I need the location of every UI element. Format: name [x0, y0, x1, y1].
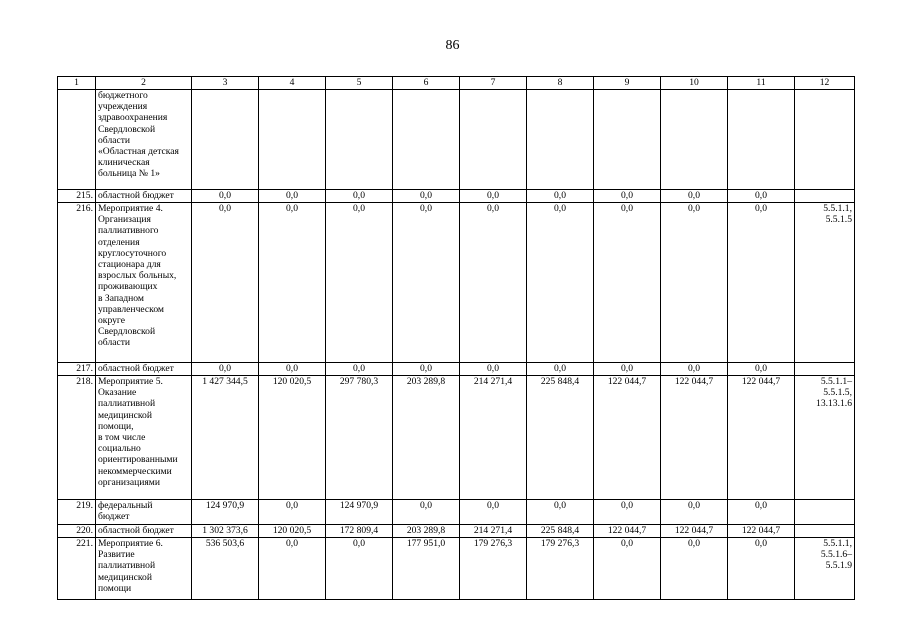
row-number: 221.	[58, 538, 96, 600]
column-header: 7	[460, 77, 527, 90]
column-header-row	[58, 77, 855, 90]
value-cell: 0,0	[393, 203, 460, 363]
row-number	[58, 90, 96, 190]
value-cell: 120 020,5	[259, 525, 326, 538]
row-description: Мероприятие 6. Развитие паллиативной медицинской помощи	[96, 538, 192, 600]
reference-cell: 5.5.1.1– 5.5.1.5, 13.13.1.6	[795, 376, 855, 500]
value-cell: 297 780,3	[326, 376, 393, 500]
value-cell: 0,0	[527, 363, 594, 376]
value-cell: 122 044,7	[728, 525, 795, 538]
row-number: 217.	[58, 363, 96, 376]
value-cell: 0,0	[527, 500, 594, 525]
table-row	[58, 363, 855, 376]
value-cell: 0,0	[326, 538, 393, 600]
value-cell: 179 276,3	[527, 538, 594, 600]
value-cell: 214 271,4	[460, 376, 527, 500]
value-cell: 177 951,0	[393, 538, 460, 600]
value-cell: 0,0	[594, 538, 661, 600]
column-header: 8	[527, 77, 594, 90]
row-number: 219.	[58, 500, 96, 525]
row-number: 215.	[58, 190, 96, 203]
value-cell: 122 044,7	[594, 525, 661, 538]
column-header: 2	[96, 77, 192, 90]
row-description: федеральный бюджет	[96, 500, 192, 525]
value-cell: 0,0	[259, 538, 326, 600]
row-number: 216.	[58, 203, 96, 363]
value-cell: 122 044,7	[661, 525, 728, 538]
column-header: 12	[795, 77, 855, 90]
reference-cell: 5.5.1.1, 5.5.1.6– 5.5.1.9	[795, 538, 855, 600]
value-cell: 214 271,4	[460, 525, 527, 538]
row-description: Мероприятие 4. Организация паллиативного отделения круглосуточного стационара для взрослых больных, проживающих в Западном управленческом округе Свердловской области	[96, 203, 192, 363]
value-cell: 179 276,3	[460, 538, 527, 600]
value-cell: 122 044,7	[728, 376, 795, 500]
value-cell: 0,0	[661, 500, 728, 525]
value-cell: 0,0	[661, 538, 728, 600]
reference-cell	[795, 525, 855, 538]
value-cell: 0,0	[728, 500, 795, 525]
column-header: 11	[728, 77, 795, 90]
value-cell: 203 289,8	[393, 376, 460, 500]
value-cell: 0,0	[192, 190, 259, 203]
column-header: 3	[192, 77, 259, 90]
value-cell: 0,0	[594, 190, 661, 203]
value-cell: 203 289,8	[393, 525, 460, 538]
value-cell: 0,0	[393, 500, 460, 525]
value-cell	[460, 90, 527, 190]
value-cell: 0,0	[326, 363, 393, 376]
row-description: областной бюджет	[96, 190, 192, 203]
column-header: 1	[58, 77, 96, 90]
value-cell: 0,0	[594, 363, 661, 376]
row-description: Мероприятие 5. Оказание паллиативной медицинской помощи, в том числе социально ориентированными некоммерческими организациями	[96, 376, 192, 500]
value-cell: 0,0	[460, 203, 527, 363]
table-row	[58, 500, 855, 525]
value-cell: 0,0	[661, 190, 728, 203]
table-row	[58, 203, 855, 363]
column-header: 10	[661, 77, 728, 90]
value-cell	[661, 90, 728, 190]
value-cell	[527, 90, 594, 190]
column-header: 6	[393, 77, 460, 90]
value-cell: 0,0	[527, 203, 594, 363]
page-number: 86	[445, 38, 460, 53]
reference-cell	[795, 363, 855, 376]
row-number: 220.	[58, 525, 96, 538]
value-cell: 0,0	[728, 203, 795, 363]
value-cell: 0,0	[259, 363, 326, 376]
table-row	[58, 190, 855, 203]
value-cell	[326, 90, 393, 190]
value-cell: 124 970,9	[192, 500, 259, 525]
table-row	[58, 90, 855, 190]
value-cell: 225 848,4	[527, 525, 594, 538]
value-cell	[259, 90, 326, 190]
table-row	[58, 538, 855, 600]
column-header: 4	[259, 77, 326, 90]
reference-cell: 5.5.1.1, 5.5.1.5	[795, 203, 855, 363]
reference-cell	[795, 500, 855, 525]
value-cell: 1 302 373,6	[192, 525, 259, 538]
value-cell: 0,0	[728, 363, 795, 376]
value-cell: 0,0	[728, 190, 795, 203]
value-cell: 0,0	[594, 500, 661, 525]
value-cell: 536 503,6	[192, 538, 259, 600]
value-cell: 172 809,4	[326, 525, 393, 538]
value-cell: 0,0	[326, 190, 393, 203]
value-cell: 225 848,4	[527, 376, 594, 500]
value-cell: 0,0	[393, 363, 460, 376]
value-cell: 0,0	[393, 190, 460, 203]
value-cell: 0,0	[460, 190, 527, 203]
value-cell: 0,0	[728, 538, 795, 600]
value-cell: 122 044,7	[661, 376, 728, 500]
value-cell	[192, 90, 259, 190]
value-cell: 0,0	[594, 203, 661, 363]
value-cell: 0,0	[661, 203, 728, 363]
row-description: областной бюджет	[96, 525, 192, 538]
row-description: областной бюджет	[96, 363, 192, 376]
value-cell: 0,0	[326, 203, 393, 363]
value-cell: 0,0	[661, 363, 728, 376]
value-cell: 122 044,7	[594, 376, 661, 500]
row-number: 218.	[58, 376, 96, 500]
value-cell: 0,0	[192, 203, 259, 363]
value-cell: 0,0	[259, 190, 326, 203]
value-cell: 0,0	[259, 203, 326, 363]
value-cell: 0,0	[460, 500, 527, 525]
reference-cell	[795, 90, 855, 190]
value-cell	[393, 90, 460, 190]
value-cell: 1 427 344,5	[192, 376, 259, 500]
column-header: 5	[326, 77, 393, 90]
budget-table	[57, 76, 855, 600]
value-cell: 0,0	[259, 500, 326, 525]
row-description: бюджетного учреждения здравоохранения Свердловской области «Областная детская клиническая больница № 1»	[96, 90, 192, 190]
value-cell	[728, 90, 795, 190]
column-header: 9	[594, 77, 661, 90]
reference-cell	[795, 190, 855, 203]
value-cell	[594, 90, 661, 190]
value-cell: 0,0	[527, 190, 594, 203]
value-cell: 120 020,5	[259, 376, 326, 500]
value-cell: 0,0	[192, 363, 259, 376]
table-row	[58, 525, 855, 538]
value-cell: 124 970,9	[326, 500, 393, 525]
table-row	[58, 376, 855, 500]
value-cell: 0,0	[460, 363, 527, 376]
